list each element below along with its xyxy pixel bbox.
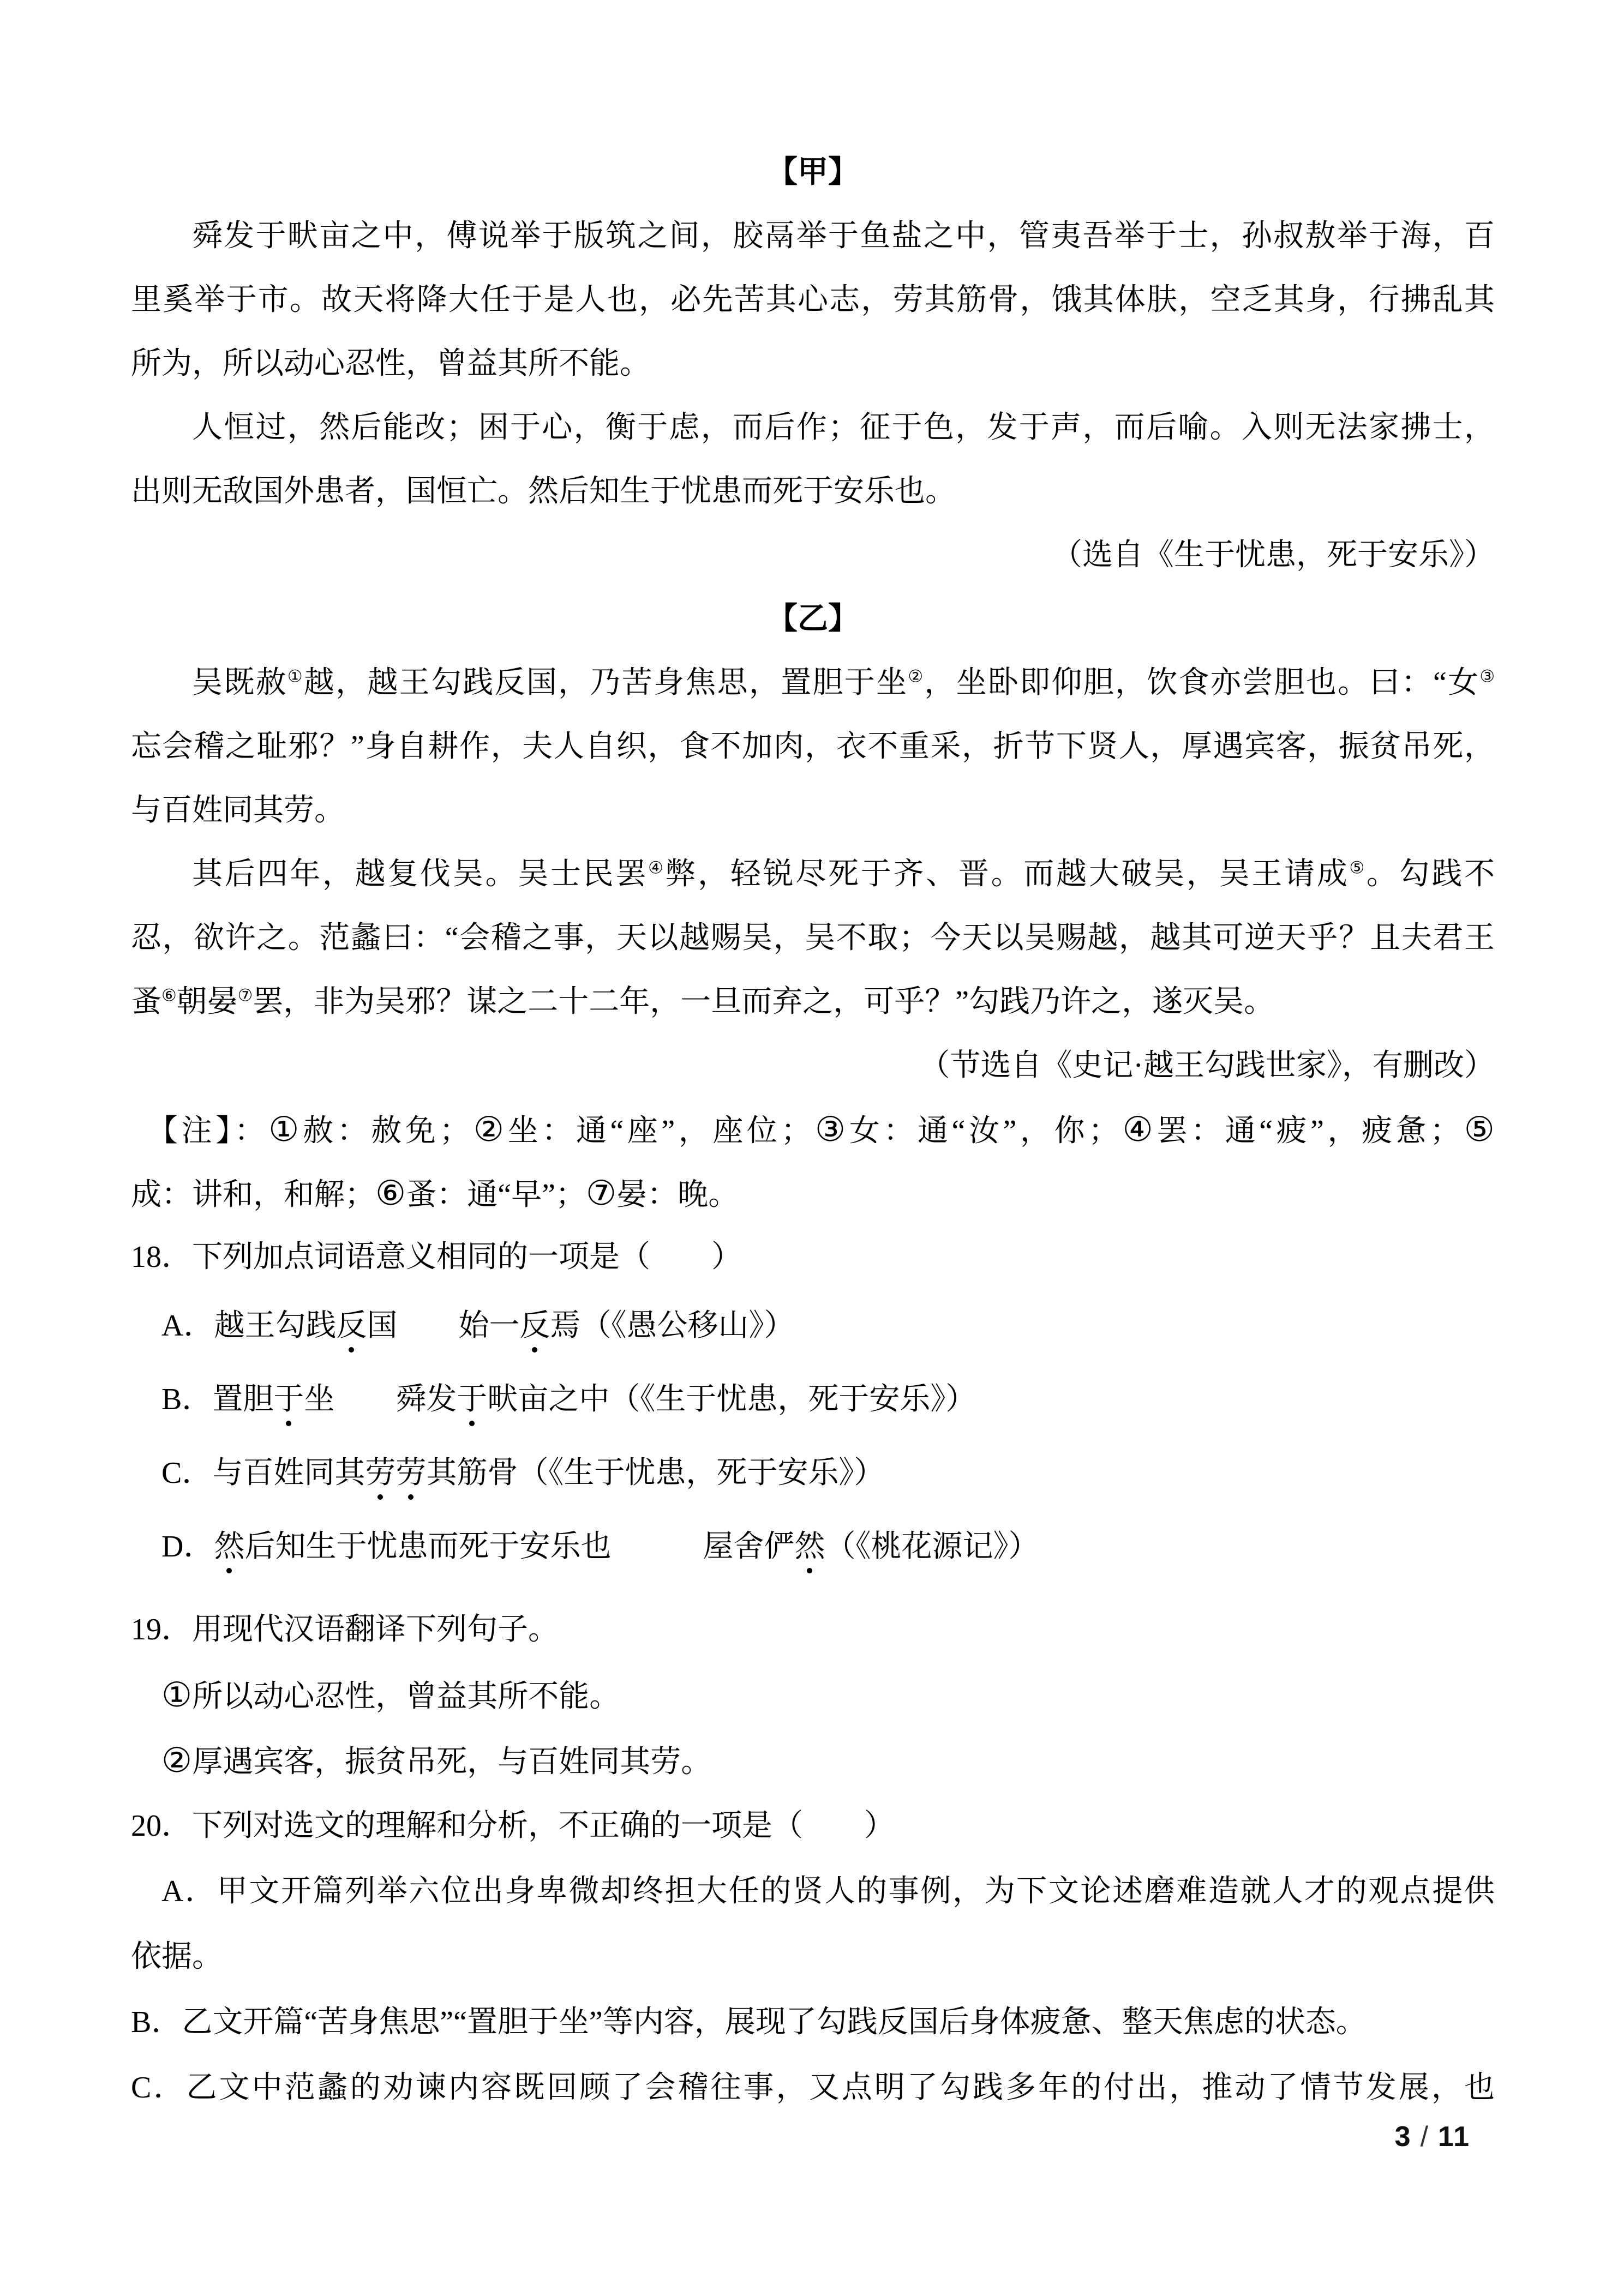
section-gap: [131, 1584, 1495, 1597]
section-jia-heading: 【甲】: [767, 155, 859, 189]
question-20-option-a-line1: A．甲文开篇列举六位出身卑微却终担大任的贤人的事例，为下文论述磨难造就人才的观点提供: [161, 1874, 1495, 1908]
question-18-option-a: A．越王勾践反国 始一反焉（《愚公移山》）: [161, 1309, 795, 1343]
question-18-option-b: B．置胆于坐 舜发于畎亩之中（《生于忧患，死于安乐》）: [161, 1383, 976, 1416]
page-current: 3: [1394, 2121, 1412, 2153]
annotations-line1: 【注】：①赦：赦免；②坐：通“座”，座位；③女：通“汝”，你；④罢：通“疲”，疲惫；⑤: [147, 1110, 1495, 1149]
question-20-option-a-line2: 依据。: [131, 1940, 223, 1974]
question-20-stem: 20．下列对选文的理解和分析，不正确的一项是（ ）: [131, 1809, 895, 1843]
yi-paragraph2-line3: 蚤⑥朝晏⑦罢，非为吴邪？谋之二十二年，一旦而弃之，可乎？”勾践乃许之，遂灭吴。: [131, 985, 1275, 1019]
question-20-option-c: C．乙文中范蠡的劝谏内容既回顾了会稽往事，又点明了勾践多年的付出，推动了情节发展，也: [131, 2071, 1495, 2105]
yi-paragraph1-line3: 与百姓同其劳。: [131, 794, 345, 827]
jia-paragraph2-line2: 出则无敌国外患者，国恒亡。然后知生于忧患而死于安乐也。: [131, 474, 956, 508]
question-19-sentence-2: ②厚遇宾客，振贫吊死，与百姓同其劳。: [161, 1741, 712, 1780]
question-19-sentence-1: ①所以动心忍性，曾益其所不能。: [161, 1676, 620, 1714]
question-20-option-b: B．乙文开篇“苦身焦思”“置胆于坐”等内容，展现了勾践反国后身体疲惫、整天焦虑的状态。: [131, 2005, 1367, 2039]
question-19-stem: 19．用现代汉语翻译下列句子。: [131, 1613, 559, 1646]
jia-paragraph1-line2: 里奚举于市。故天将降大任于是人也，必先苦其心志，劳其筋骨，饿其体肤，空乏其身，行拂乱其: [131, 283, 1495, 317]
jia-paragraph1-line3: 所为，所以动心忍性，曾益其所不能。: [131, 347, 650, 381]
annotations-line2: 成：讲和，和解；⑥蚤：通“早”；⑦晏：晚。: [131, 1174, 739, 1212]
yi-paragraph1-line1: 吴既赦①越，越王勾践反国，乃苦身焦思，置胆于坐②，坐卧即仰胆，饮食亦尝胆也。曰：“女③: [192, 666, 1495, 700]
question-18-option-d: D．然后知生于忧患而死于安乐也 屋舍俨然（《桃花源记》）: [161, 1530, 1039, 1564]
yi-source-citation: （节选自《史记·越王勾践世家》，有删改）: [919, 1049, 1495, 1083]
jia-paragraph2-line1: 人恒过，然后能改；困于心，衡于虑，而后作；征于色，发于声，而后喻。入则无法家拂士，: [192, 411, 1495, 444]
page-number-footer: [1395, 2120, 1470, 2153]
jia-paragraph1-line1: 舜发于畎亩之中，傅说举于版筑之间，胶鬲举于鱼盐之中，管夷吾举于士，孙叔敖举于海，百: [192, 219, 1495, 253]
question-18-option-c: C．与百姓同其劳劳其筋骨（《生于忧患，死于安乐》）: [161, 1456, 885, 1490]
page-total: 11: [1438, 2121, 1470, 2153]
section-yi-heading: 【乙】: [767, 602, 859, 636]
yi-paragraph1-line2: 忘会稽之耻邪？”身自耕作，夫人自织，食不加肉，衣不重采，折节下贤人，厚遇宾客，振贫吊死，: [131, 730, 1495, 764]
yi-paragraph2-line1: 其后四年，越复伐吴。吴士民罢④弊，轻锐尽死于齐、晋。而越大破吴，吴王请成⑤。勾践不: [192, 857, 1495, 891]
page-content: [131, 141, 1495, 2120]
yi-paragraph2-line2: 忍，欲许之。范蠡曰：“会稽之事，天以越赐吴，吴不取；今天以吴赐越，越其可逆天乎？且夫君王: [131, 921, 1495, 955]
question-18-stem: 18．下列加点词语意义相同的一项是（ ）: [131, 1240, 742, 1274]
jia-source-citation: （选自《生于忧患，死于安乐》）: [1052, 538, 1495, 572]
page-separator: /: [1420, 2121, 1430, 2153]
